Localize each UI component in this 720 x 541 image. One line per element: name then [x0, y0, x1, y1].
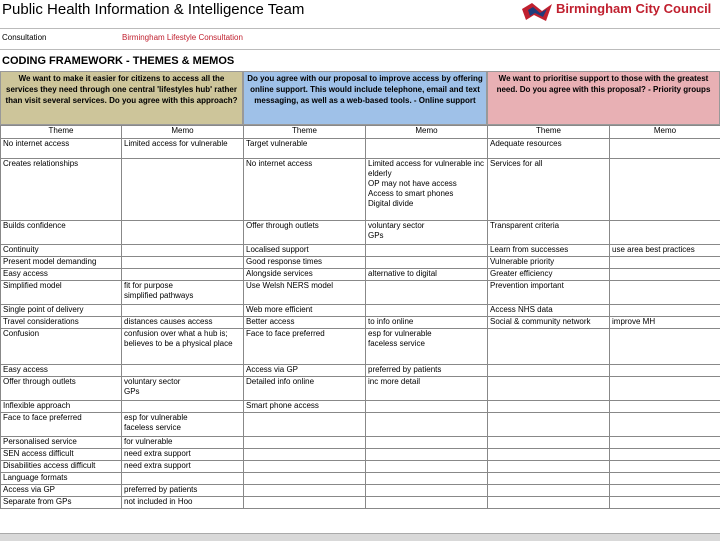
table-row [1, 377, 720, 401]
theme-cell[interactable] [488, 437, 610, 449]
memo-cell[interactable]: fit for purpose simplified pathways [122, 281, 244, 305]
theme-cell[interactable] [244, 473, 366, 485]
memo-cell[interactable] [366, 401, 488, 413]
memo-cell[interactable] [610, 159, 720, 221]
memo-cell[interactable]: need extra support [122, 449, 244, 461]
memo-cell[interactable] [366, 497, 488, 509]
table-row [1, 159, 720, 221]
theme-cell[interactable] [488, 497, 610, 509]
theme-cell[interactable]: No internet access [1, 139, 122, 159]
memo-cell[interactable]: for vulnerable [122, 437, 244, 449]
theme-cell[interactable]: Social & community network [488, 317, 610, 329]
memo-cell[interactable] [122, 269, 244, 281]
theme-cell[interactable]: Separate from GPs [1, 497, 122, 509]
memo-cell[interactable] [610, 365, 720, 377]
table-row [1, 305, 720, 317]
memo-cell[interactable] [610, 269, 720, 281]
column-header-theme: Theme [244, 126, 366, 139]
theme-cell[interactable]: Smart phone access [244, 401, 366, 413]
consultation-label: Consultation [2, 33, 46, 42]
column-header-memo: Memo [366, 126, 488, 139]
table-row [1, 449, 720, 461]
memo-cell[interactable]: Limited access for vulnerable [122, 139, 244, 159]
memo-cell[interactable] [366, 281, 488, 305]
table-row [1, 257, 720, 269]
theme-cell[interactable] [244, 413, 366, 437]
memo-cell[interactable]: inc more detail [366, 377, 488, 401]
memo-cell[interactable] [122, 365, 244, 377]
theme-cell[interactable]: Offer through outlets [244, 221, 366, 245]
consultation-row [0, 28, 720, 50]
memo-cell[interactable] [366, 449, 488, 461]
memo-cell[interactable]: not included in Hoo [122, 497, 244, 509]
memo-cell[interactable] [610, 461, 720, 473]
theme-cell[interactable]: Continuity [1, 245, 122, 257]
theme-cell[interactable]: Easy access [1, 365, 122, 377]
theme-cell[interactable] [488, 449, 610, 461]
column-header-memo: Memo [122, 126, 244, 139]
table-row [1, 401, 720, 413]
council-name: Birmingham City Council [556, 1, 711, 17]
council-logo-icon [520, 1, 554, 23]
memo-cell[interactable] [610, 437, 720, 449]
memo-cell[interactable] [122, 473, 244, 485]
table-row [1, 473, 720, 485]
memo-cell[interactable]: esp for vulnerable faceless service [366, 329, 488, 365]
theme-cell[interactable] [488, 473, 610, 485]
question-3-header: We want to prioritise support to those with the greatest need. Do you agree with this proposal? - Priority groups [487, 71, 720, 125]
memo-cell[interactable] [610, 401, 720, 413]
theme-cell[interactable]: Services for all [488, 159, 610, 221]
memo-cell[interactable] [366, 413, 488, 437]
memo-cell[interactable]: voluntary sector GPs [122, 377, 244, 401]
framework-title: CODING FRAMEWORK - THEMES & MEMOS [2, 55, 234, 67]
table-row [1, 413, 720, 437]
theme-cell[interactable] [488, 413, 610, 437]
memo-cell[interactable] [122, 305, 244, 317]
memo-cell[interactable] [366, 257, 488, 269]
memo-cell[interactable] [610, 449, 720, 461]
memo-cell[interactable]: preferred by patients [366, 365, 488, 377]
table-row [1, 245, 720, 257]
theme-cell[interactable]: Offer through outlets [1, 377, 122, 401]
theme-cell[interactable] [244, 485, 366, 497]
column-header-theme: Theme [1, 126, 122, 139]
memo-cell[interactable] [366, 485, 488, 497]
theme-cell[interactable]: Present model demanding [1, 257, 122, 269]
theme-cell[interactable]: Disabilities access difficult [1, 461, 122, 473]
theme-cell[interactable]: No internet access [244, 159, 366, 221]
memo-cell[interactable] [366, 139, 488, 159]
table-row [1, 139, 720, 159]
theme-cell[interactable]: Builds confidence [1, 221, 122, 245]
memo-cell[interactable] [610, 497, 720, 509]
table-row [1, 485, 720, 497]
theme-cell[interactable]: Language formats [1, 473, 122, 485]
memo-cell[interactable]: Limited access for vulnerable inc elderly OP may not have access Access to smart phones Digital divide [366, 159, 488, 221]
memo-cell[interactable]: preferred by patients [122, 485, 244, 497]
table-row [1, 365, 720, 377]
theme-cell[interactable]: Alongside services [244, 269, 366, 281]
memo-cell[interactable] [366, 305, 488, 317]
council-logo [520, 0, 720, 26]
memo-cell[interactable] [610, 329, 720, 365]
table-row [1, 317, 720, 329]
column-header-memo: Memo [610, 126, 720, 139]
theme-cell[interactable]: Learn from successes [488, 245, 610, 257]
memo-cell[interactable] [610, 257, 720, 269]
theme-cell[interactable]: Face to face preferred [1, 413, 122, 437]
memo-cell[interactable] [610, 473, 720, 485]
memo-cell[interactable] [366, 473, 488, 485]
memo-cell[interactable] [610, 485, 720, 497]
theme-cell[interactable]: Use Welsh NERS model [244, 281, 366, 305]
theme-cell[interactable] [488, 329, 610, 365]
team-title: Public Health Information & Intelligence Team [2, 0, 304, 20]
memo-cell[interactable]: need extra support [122, 461, 244, 473]
theme-cell[interactable]: Better access [244, 317, 366, 329]
memo-cell[interactable] [366, 245, 488, 257]
memo-cell[interactable]: distances causes access [122, 317, 244, 329]
theme-cell[interactable]: Good response times [244, 257, 366, 269]
theme-cell[interactable]: Adequate resources [488, 139, 610, 159]
memo-cell[interactable]: alternative to digital [366, 269, 488, 281]
table-row [1, 437, 720, 449]
table-row [1, 497, 720, 509]
question-1-header: We want to make it easier for citizens to access all the services they need through one central 'lifestyles hub' rather than visit several services. Do you agree with this approach? [0, 71, 243, 125]
theme-cell[interactable]: Easy access [1, 269, 122, 281]
theme-cell[interactable]: Access via GP [1, 485, 122, 497]
theme-cell[interactable] [488, 401, 610, 413]
memo-cell[interactable]: use area best practices [610, 245, 720, 257]
consultation-value: Birmingham Lifestyle Consultation [122, 33, 243, 42]
question-2-header: Do you agree with our proposal to improve access by offering online support. This would include telephone, email and text messaging, as well as a web-based tools. - Online support [243, 71, 487, 125]
theme-cell[interactable]: Simplified model [1, 281, 122, 305]
memo-cell[interactable] [122, 159, 244, 221]
memo-cell[interactable]: to info online [366, 317, 488, 329]
theme-cell[interactable] [488, 377, 610, 401]
memo-cell[interactable] [610, 305, 720, 317]
memo-cell[interactable] [366, 437, 488, 449]
theme-cell[interactable] [488, 365, 610, 377]
theme-cell[interactable] [488, 485, 610, 497]
theme-cell[interactable]: Web more efficient [244, 305, 366, 317]
memo-cell[interactable] [122, 221, 244, 245]
table-row [1, 329, 720, 365]
theme-cell[interactable]: Personalised service [1, 437, 122, 449]
theme-cell[interactable]: Detailed info online [244, 377, 366, 401]
theme-cell[interactable] [244, 461, 366, 473]
table-row [1, 281, 720, 305]
memo-cell[interactable]: voluntary sector GPs [366, 221, 488, 245]
memo-cell[interactable] [610, 413, 720, 437]
theme-cell[interactable]: Access NHS data [488, 305, 610, 317]
theme-cell[interactable] [244, 497, 366, 509]
theme-cell[interactable]: Travel considerations [1, 317, 122, 329]
theme-cell[interactable] [488, 461, 610, 473]
memo-cell[interactable]: improve MH [610, 317, 720, 329]
memo-cell[interactable] [610, 139, 720, 159]
theme-cell[interactable]: Single point of delivery [1, 305, 122, 317]
table-row [1, 221, 720, 245]
theme-cell[interactable]: Confusion [1, 329, 122, 365]
theme-cell[interactable]: Vulnerable priority [488, 257, 610, 269]
memo-cell[interactable] [610, 221, 720, 245]
memo-cell[interactable]: esp for vulnerable faceless service [122, 413, 244, 437]
column-header-theme: Theme [488, 126, 610, 139]
memo-cell[interactable]: confusion over what a hub is; believes to be a physical place [122, 329, 244, 365]
table-row [1, 269, 720, 281]
theme-cell[interactable]: Prevention important [488, 281, 610, 305]
header [0, 0, 720, 28]
theme-cell[interactable]: Transparent criteria [488, 221, 610, 245]
memo-cell[interactable] [122, 257, 244, 269]
theme-cell[interactable]: Face to face preferred [244, 329, 366, 365]
theme-cell[interactable] [244, 449, 366, 461]
theme-cell[interactable]: Target vulnerable [244, 139, 366, 159]
theme-cell[interactable]: Access via GP [244, 365, 366, 377]
theme-cell[interactable]: Greater efficiency [488, 269, 610, 281]
theme-cell[interactable]: Localised support [244, 245, 366, 257]
coding-table [0, 125, 720, 509]
memo-cell[interactable] [366, 461, 488, 473]
column-header-row [1, 126, 720, 139]
theme-cell[interactable]: Creates relationships [1, 159, 122, 221]
theme-cell[interactable]: SEN access difficult [1, 449, 122, 461]
table-row [1, 461, 720, 473]
theme-cell[interactable]: Inflexible approach [1, 401, 122, 413]
memo-cell[interactable] [122, 245, 244, 257]
memo-cell[interactable] [122, 401, 244, 413]
theme-cell[interactable] [244, 437, 366, 449]
memo-cell[interactable] [610, 281, 720, 305]
memo-cell[interactable] [610, 377, 720, 401]
